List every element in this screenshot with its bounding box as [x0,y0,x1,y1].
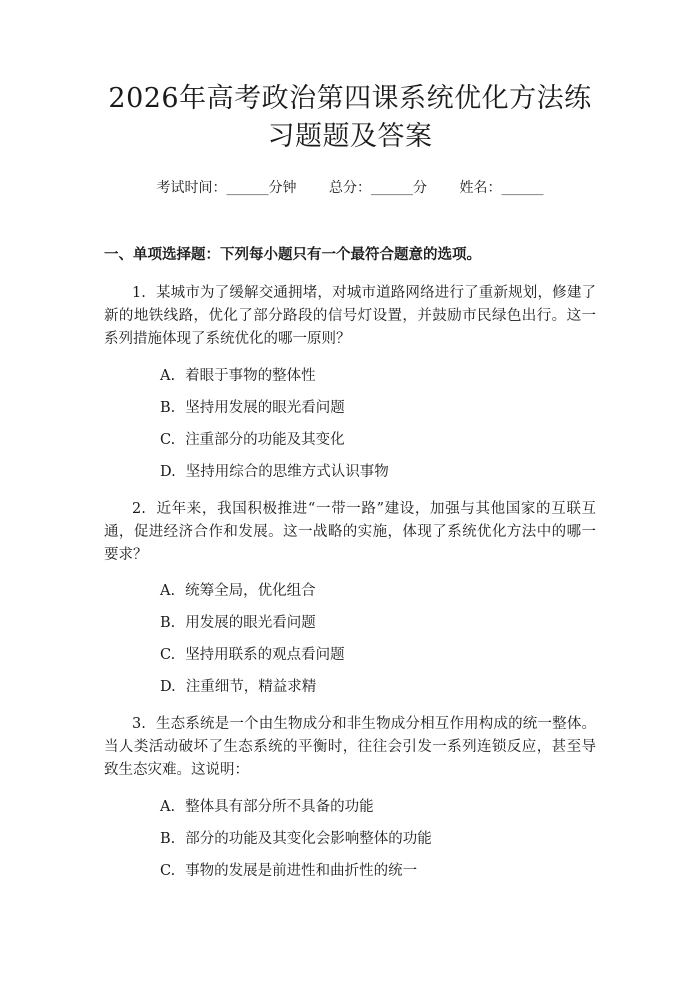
option-text: 用发展的眼光看问题 [185,615,316,631]
option-text: 事物的发展是前进性和曲折性的统一 [185,862,418,879]
exam-time-field: 考试时间：______分钟 [156,180,297,196]
total-score-field: 总分：______分 [329,180,427,196]
section-heading: 一、单项选择题：下列每小题只有一个最符合题意的选项。 [104,246,481,263]
option-letter: D. [160,679,176,695]
option-text: 整体具有部分所不具备的功能 [185,798,374,815]
document-title: 2026年高考政治第四课系统优化方法练习题题及答案 [108,83,592,152]
option-letter: A. [160,798,176,815]
option-text: 坚持用综合的思维方式认识事物 [185,463,389,480]
document-page [0,80,700,985]
option-c [160,645,596,665]
option-letter: B. [160,399,176,416]
question-3 [104,713,596,881]
question-stem [104,282,596,351]
student-name-field: 姓名：______ [459,180,544,196]
question-number: 1. [132,285,146,301]
option-c [160,861,596,881]
option-letter: C. [160,647,176,663]
option-text: 坚持用联系的观点看问题 [185,647,345,663]
question-number: 2. [132,500,146,517]
option-a [160,366,596,386]
option-letter: B. [160,830,176,847]
option-d [160,462,596,482]
option-a [160,581,596,601]
option-letter: A. [160,583,176,599]
option-letter: B. [160,615,176,631]
option-list [160,366,596,482]
option-b [160,398,596,418]
option-text: 着眼于事物的整体性 [185,367,316,384]
option-c [160,430,596,450]
option-text: 坚持用发展的眼光看问题 [185,399,345,416]
option-text: 注重细节，精益求精 [185,679,317,695]
option-text: 部分的功能及其变化会影响整体的功能 [185,830,432,847]
question-text: 近年来，我国积极推进“一带一路”建设，加强与其他国家的互联互通，促进经济合作和发展。这一战略的实施，体现了系统优化方法中的哪一要求？ [104,500,596,563]
question-stem [104,713,596,782]
option-letter: C. [160,862,176,879]
option-letter: C. [160,431,176,448]
question-2 [104,498,596,698]
option-text: 注重部分的功能及其变化 [185,431,345,448]
question-number: 3. [132,716,146,732]
option-text: 统筹全局，优化组合 [185,583,316,599]
option-letter: D. [160,463,176,480]
question-text: 生态系统是一个由生物成分和非生物成分相互作用构成的统一整体。当人类活动破坏了生态系统的平衡时，往往会引发一系列连锁反应，甚至导致生态灾难。这说明： [104,716,596,778]
option-b [160,613,596,633]
option-d [160,677,596,697]
option-list [160,797,596,881]
option-list [160,581,596,697]
exam-info-line [104,178,596,198]
option-a [160,797,596,817]
option-b [160,829,596,849]
question-stem [104,498,596,567]
question-1 [104,282,596,482]
question-text: 某城市为了缓解交通拥堵，对城市道路网络进行了重新规划，修建了新的地铁线路，优化了部分路段的信号灯设置，并鼓励市民绿色出行。这一系列措施体现了系统优化的哪一原则？ [104,285,596,347]
option-letter: A. [160,367,176,384]
